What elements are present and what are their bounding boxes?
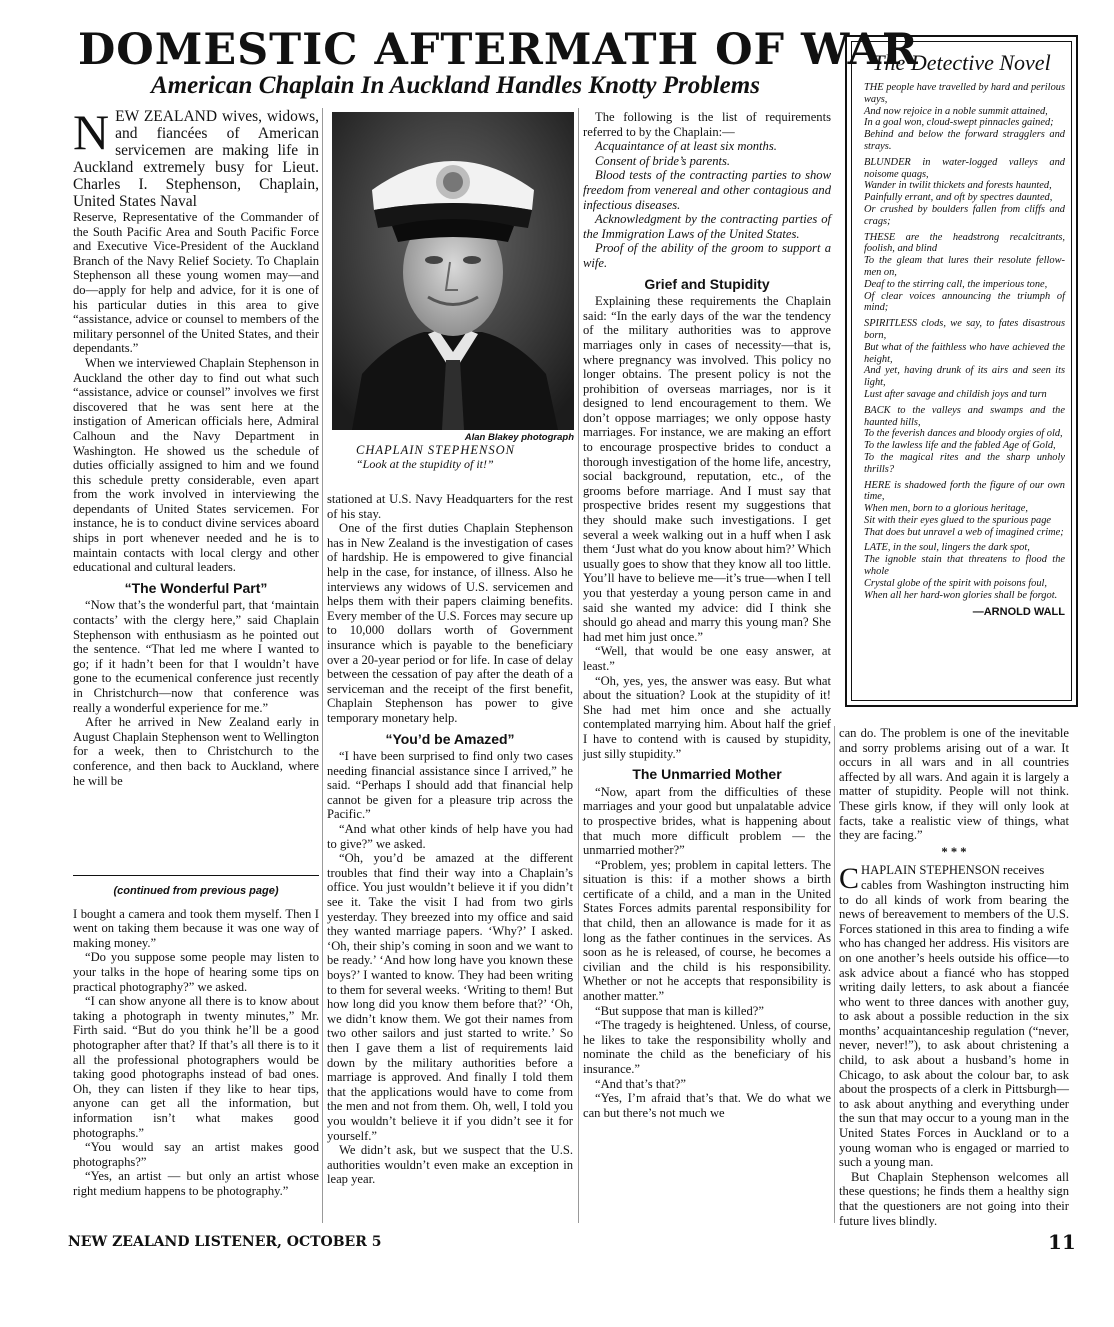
section-heading: The Unmarried Mother (632, 766, 782, 783)
paragraph: Reserve, Representative of the Commander of the South Pacific Area and South Pacific Force and Executive Vice-President of the Auckland Branch of the Navy Relief Society. To Chaplain Stephenson all these young women may—and do—apply for help and advice, for it is one of his particular duties in this area to give “assistance, advice or counsel to members of the military personnel of the United States, and their dependants.” (73, 210, 319, 356)
paragraph: When we interviewed Chaplain Stephenson in Auckland the other day to find out what such “assistance, advice or counsel” involves we first discovered that he was sent here at the instigation of American officials here, Admiral Calhoun and the Navy Department in Washington. He showed us the schedule of duties officially assigned to him and we found this schedule pretty considerable, even apart from the work involved in interviewing the dependants of United States servicemen. For instance, he is to conduct divine services aboard ships in port whenever needed and he is to maintain contacts with local clergy and other educational and cultural leaders. (73, 355, 319, 575)
poem-line: To the lawless life and the fabled Age of Gold, (864, 440, 1056, 452)
poem-stanza (864, 82, 1065, 153)
poem-stanza (864, 232, 1065, 315)
poem-line: LATE, in the soul, lingers the dark spot, (864, 542, 1030, 554)
continued-label: (continued from previous page) (113, 885, 279, 897)
poem-stanza (864, 405, 1065, 476)
photo-caption-name: CHAPLAIN STEPHENSON (356, 443, 515, 457)
paragraph: “The tragedy is heightened. Unless, of course, he likes to take the responsibility wholly and nominate the child as the beneficiary of his insurance.” (583, 1018, 831, 1076)
column-rule (322, 108, 323, 1223)
poem-line: To the magical rites and the sharp unholy thrills? (864, 451, 1065, 475)
article-column-1 (73, 104, 319, 868)
page-number: 11 (1048, 1230, 1076, 1254)
poem-box (845, 35, 1078, 707)
paragraph: I bought a camera and took them myself. Then I went on taking them because it was one way of making money.” (73, 906, 319, 950)
poem-line: Crystal globe of the spirit with poisons foul, (864, 577, 1048, 589)
lead-paragraph: EW ZEALAND wives, widows, and fiancées of American servicemen are making life in Auckland extremely busy for Lieut. Charles I. Stephenson, Chaplain, United States Naval (73, 108, 319, 210)
poem-line: SPIRITLESS clods, we say, to fates disastrous born, (864, 318, 1065, 341)
paragraph: “Oh, you’d be amazed at the different troubles that find their way into a Chaplain’s office. You just wouldn’t believe it if you didn’t see it. Take the visit I had from two girls yesterday. They breezed into my office and said they wanted marriage papers. ‘Why?’ I asked. ‘Oh, their ship’s coming in soon and we want to be ready.’ ‘And how long have you known these boys?’ I wanted to know. They had been writing to them for several weeks. ‘Writing to them! But how long did you know them before that?’ ‘Oh, we didn’t know them. We got their names from two other sailors and just started to write.’ So then I gave them a list of requirements laid down by the military authorities before a marriage is approved. And finally I told them that the applications would have to come from the men and not from them. Oh, well, I told you you wouldn’t believe it if you didn’t see it for yourself.” (327, 851, 573, 1143)
paragraph: The following is the list of requirements referred to by the Chaplain:— (583, 110, 831, 139)
paragraph: “Now, apart from the difficulties of these marriages and your good but unpalatable advice to prospective brides, what is happening about that much more difficult problem — the unmarried mother?” (583, 784, 831, 858)
poem-line: In a goal won, cloud-swept pinnacles gained; (864, 117, 1054, 129)
poem-line: Painfully errant, and oft by spectres daunted, (864, 192, 1053, 204)
paragraph: After he arrived in New Zealand early in August Chaplain Stephenson went to Wellington for a week, then to Christchurch to the conference, and then back to Auckland, where he will be (73, 715, 319, 788)
poem-line: When men, born to a glorious heritage, (864, 503, 1028, 515)
paragraph: “I can show anyone all there is to know about taking a photograph in twenty minutes,” Mr. Firth said. “But do you think he’ll be a good photographer after that? If that’s all there is to it all the professional photographers would be taking good photographs instead of bad ones. Oh, they can listen if they like to hear tips, anyone can get all the information, but information isn’t what makes good photographs.” (73, 994, 319, 1140)
continued-column (73, 884, 319, 1220)
poem-stanza (864, 157, 1065, 228)
article-column-3 (583, 110, 831, 1220)
requirement-item: Consent of bride’s parents. (595, 153, 731, 168)
paragraph: “Problem, yes; problem in capital letters. The situation is this: if a mother shows a birth certificate of a child, and a man in the United States Forces admits parental responsibility for that child, then an allowance is made for it as long as the father continues in the services. As soon as he is released, of course, he becomes a civilian and the child is his responsibility. Whether or not he accepts that responsibility is another matter.” (583, 857, 831, 1004)
poem-line: The ignoble stain that threatens to flood the whole (864, 554, 1065, 578)
footer-publication: NEW ZEALAND LISTENER, OCTOBER 5 (68, 1234, 382, 1250)
poem-line: THESE are the headstrong recalcitrants, foolish, and blind (864, 231, 1065, 255)
poem-line: Or crushed by boulders fallen from cliffs and crags; (864, 203, 1065, 227)
paragraph: cables from Washington instructing him to do all kinds of work from bearing the news of bereavement to members of the U.S. Forces stationed in this area to finding a wife who has changed her address. His visitors are on one another’s heels outside his office—to ask advice about a fiancé who has stopped writing daily letters, to ask about a fiancée who went to three dances with another guy, to ask about a possible reduction in the six months’ acquaintanceship regulation (“never, never, never!”), to ask about christening a child, to ask about a husband’s home in Chicago, to ask about the colour bar, to ask about the prospects of a clerk in Pittsburgh—to ask about anything and everything under the sun that may occur to a young man in the United States Forces in Auckland or to a young woman who is engaged or married to such a young man. (839, 877, 1069, 1170)
poem-line: And yet, having drunk of its airs and seen its light, (864, 365, 1065, 389)
poem-line: That does but unravel a web of imagined crime; (864, 526, 1064, 538)
paragraph: “Now that’s the wonderful part, that ‘maintain contacts’ with the clergy here,” said Chaplain Stephenson with enthusiasm as he pointed out the sentence. “That led me where I wanted to go; if it hadn’t been for that I wouldn’t have gone to the ecumenical conference just recently in Christchurch—now that conference was really a wonderful experience for me.” (73, 598, 319, 715)
requirement-item: Blood tests of the contracting parties to show freedom from venereal and other contagious and infectious diseases. (583, 168, 831, 212)
paragraph: “And what other kinds of help have you had to give?” we asked. (327, 822, 573, 851)
poem-line: Sit with their eyes glued to the spurious page (864, 514, 1052, 526)
article-column-4 (839, 726, 1069, 1228)
poem-line: And now rejoice in a noble summit attained, (864, 105, 1048, 117)
poem-title: The Detective Novel (872, 50, 1051, 75)
poem-line: But what of the faithless who have achieved the height, (864, 341, 1065, 365)
poem-line: Of clear voices announcing the triumph of mind; (864, 290, 1065, 314)
paragraph: “Yes, I’m afraid that’s that. We do what we can but there’s not much we (583, 1091, 831, 1120)
poem-stanza (864, 542, 1065, 601)
subheadline: American Chaplain In Auckland Handles Knotty Problems (151, 72, 760, 99)
poem-line: To the gleam that lures their resolute fellow-men on, (864, 255, 1065, 278)
paragraph: We didn’t ask, but we suspect that the U.S. authorities wouldn’t even make an exception in leap year. (327, 1143, 573, 1187)
poem-author: —ARNOLD WALL (972, 606, 1065, 619)
chaplain-photo (332, 112, 574, 430)
paragraph: “Well, that would be one easy answer, at least.” (583, 644, 831, 673)
paragraph: “Oh, yes, yes, the answer was easy. But what about the situation? Look at the stupidity of it! She had met him once and she actually contemplated marrying him. About half the grief I have to contend with is caused by stupidity, just silly stupidity.” (583, 673, 831, 761)
section-separator: * * * (941, 844, 967, 859)
portrait-image (332, 112, 574, 430)
photo-caption-quote: “Look at the stupidity of it!” (356, 457, 494, 471)
poem-stanza (864, 318, 1065, 401)
paragraph: HAPLAIN STEPHENSON receives (861, 863, 1045, 878)
headline: DOMESTIC AFTERMATH OF WAR (78, 25, 919, 75)
poem-line: THE people have travelled by hard and perilous ways, (864, 82, 1065, 105)
photo-credit: Alan Blakey photograph (464, 432, 574, 443)
paragraph: “You would say an artist makes good photographs?” (73, 1140, 319, 1169)
column-rule (834, 726, 835, 1223)
poem-line: HERE is shadowed forth the figure of our own time, (864, 479, 1065, 503)
paragraph: “Yes, an artist — but only an artist whose right medium happens to be photography.” (73, 1169, 319, 1198)
paragraph: One of the first duties Chaplain Stephenson has in New Zealand is the investigation of cases of hardship. He is empowered to give financial help in the case, for instance, of illness. Also he interviews any widows of U.S. servicemen and helps them with their papers claiming benefits. Every member of the U.S. Forces may secure up to 10,000 dollars worth of Government insurance which is payable to the beneficiary over a 20-year period or for life. In case of delay between the cessation of pay after the death of a serviceman and the receipt of the first benefit, Chaplain Stephenson has power to give temporary monetary help. (327, 521, 573, 725)
paragraph: “But suppose that man is killed?” (595, 1003, 764, 1018)
paragraph: “I have been surprised to find only two cases needing financial assistance since I arrived,” he said. “Perhaps I should add that financial help cannot be given for a pleasure trip across the Pacific.” (327, 749, 573, 822)
paragraph: “And that’s that?” (595, 1076, 686, 1091)
article-column-2 (327, 492, 573, 1220)
requirement-item: Proof of the ability of the groom to support a wife. (583, 241, 831, 270)
poem-line: Deaf to the stirring call, the imperious tone, (864, 278, 1048, 290)
requirement-item: Acquaintance of at least six months. (595, 139, 777, 154)
paragraph: can do. The problem is one of the inevitable and sorry problems arising out of a war. It occurs in all wars and in all countries affected by all wars. And again it is largely a matter of stupidity. People will not think. These girls know, if they will only look at facts, take a realistic view of things, what they are facing.” (839, 726, 1069, 843)
section-heading: “The Wonderful Part” (124, 579, 268, 596)
section-heading: Grief and Stupidity (644, 275, 770, 292)
paragraph: stationed at U.S. Navy Headquarters for the rest of his stay. (327, 492, 573, 521)
divider (73, 875, 319, 876)
poem-stanza (864, 480, 1065, 539)
paragraph: Explaining these requirements the Chaplain said: “In the early days of the war the tendency of the military authorities was to approve marriages only in cases of necessity—that is, where pregnancy was involved. This policy no longer obtains. The present policy is not the prohibition of overseas marriages, nor is it designed to lend encouragement to them. We don’t oppose marriages; we only oppose hasty marriages. For instance, we are making an effort to encourage prospective brides to conduct a thorough investigation of the home life, ancestry, social background, reputation, etc., of the grooms before marriage. And I must say that prospective brides resent my suggestions that they should make such investigations. I get several a week walking out in a huff when I ask them ‘Just what do you know about him?’ Which usually goes to show that they know all too little. You’ll have to believe me—it’s true—when I tell you that yesterday a young person came in and said she wanted my advice: did I think she should go ahead and marry this young man? She had met him just once.” (583, 294, 831, 644)
column-rule (578, 108, 579, 1223)
poem-line: To the feverish dances and bloody orgies of old, (864, 428, 1063, 440)
section-heading: “You’d be Amazed” (385, 730, 515, 747)
paragraph: “Do you suppose some people may listen to your talks in the hope of hearing some tips on practical photography?” we asked. (73, 950, 319, 994)
poem-line: BLUNDER in water-logged valleys and noisome quags, (864, 156, 1065, 180)
poem-line: Behind and below the forward stragglers and strays. (864, 129, 1065, 152)
requirement-item: Acknowledgment by the contracting parties of the Immigration Laws of the United States. (583, 212, 831, 241)
poem-line: When all her hard-won glories shall be forgot. (864, 589, 1058, 601)
paragraph: But Chaplain Stephenson welcomes all these questions; he finds them a healthy sign that the questioners are not going into their future lives blindly. (839, 1169, 1069, 1228)
poem-body (852, 82, 1071, 619)
poem-line: Wander in twilit thickets and forests haunted, (864, 180, 1052, 192)
drop-cap: C (839, 862, 860, 896)
poem-line: Lust after savage and childish joys and turn (864, 388, 1047, 400)
drop-cap: N (73, 104, 110, 160)
poem-line: BACK to the valleys and swamps and the haunted hills, (864, 404, 1065, 428)
